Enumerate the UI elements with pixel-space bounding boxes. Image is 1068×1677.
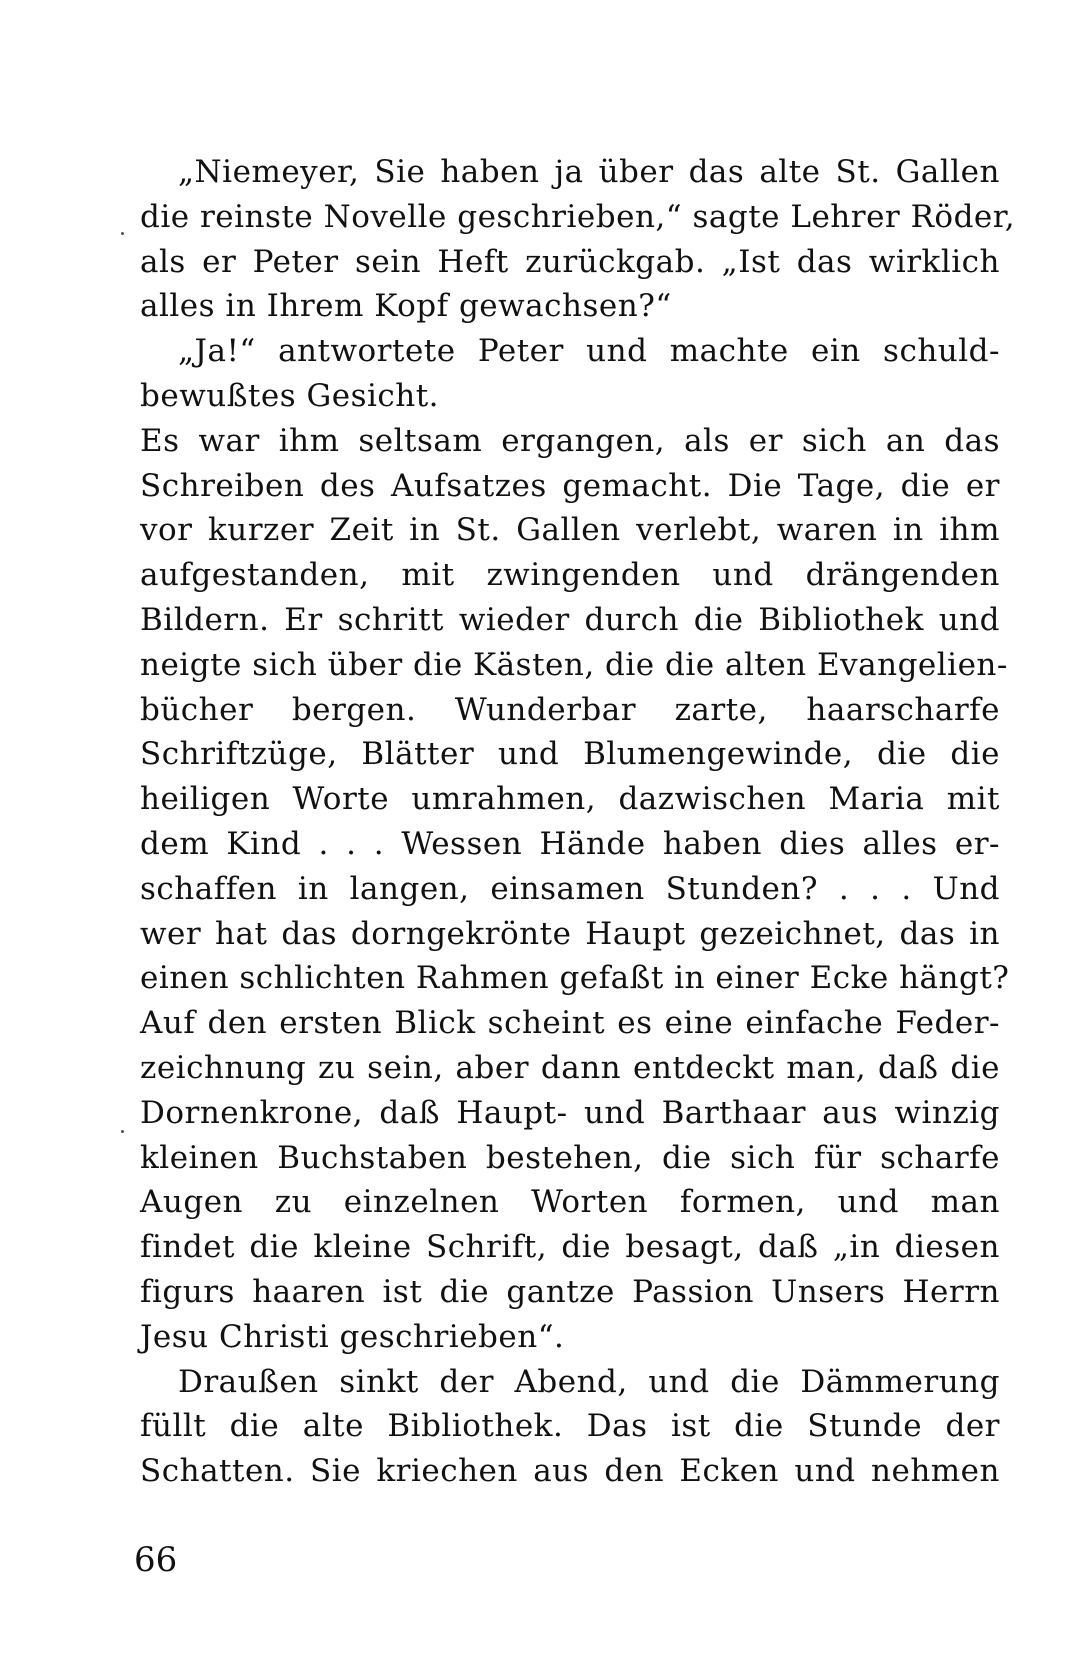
text-line: füllt die alte Bibliothek. Das ist die Stunde der [140, 1408, 1000, 1445]
text-line: findet die kleine Schrift, die besagt, daß „in diesen [140, 1229, 1000, 1266]
text-line: einen schlichten Rahmen gefaßt in einer Ecke hängt? [140, 960, 1010, 997]
text-line: „Niemeyer, Sie haben ja über das alte St. Gallen [178, 154, 1000, 190]
text-line: Dornenkrone, daß Haupt- und Barthaar aus winzig [140, 1094, 1000, 1131]
text-line: Jesu Christi geschrieben“. [140, 1318, 565, 1355]
text-line: Auf den ersten Blick scheint es eine einfache Feder- [140, 1005, 1000, 1042]
text-line: neigte sich über die Kästen, die die alten Evangelien- [140, 646, 1008, 683]
text-line: alles in Ihrem Kopf gewachsen?“ [140, 288, 672, 325]
body-text [140, 150, 1016, 1494]
text-line: zeichnung zu sein, aber dann entdeckt man, daß die [140, 1049, 1000, 1086]
text-line: dem Kind . . . Wessen Hände haben dies alles er- [140, 825, 1000, 862]
page-number: 66 [134, 1540, 178, 1580]
text-line: bücher bergen. Wunderbar zarte, haarscharfe [140, 691, 1000, 728]
text-line: Bildern. Er schritt wieder durch die Bibliothek und [140, 601, 1000, 638]
text-line: Schriftzüge, Blätter und Blumengewinde, die die [140, 736, 1000, 773]
text-line: Es war ihm seltsam ergangen, als er sich an das [140, 422, 1000, 459]
text-line: wer hat das dorngekrönte Haupt gezeichnet, das in [140, 915, 1000, 952]
text-line: heiligen Worte umrahmen, dazwischen Maria mit [140, 781, 1000, 818]
text-line: die reinste Novelle geschrieben,“ sagte Lehrer Röder, [140, 198, 1016, 235]
speck [121, 232, 124, 235]
text-line: schaffen in langen, einsamen Stunden? . . . Und [140, 870, 1000, 907]
text-line: als er Peter sein Heft zurückgab. „Ist das wirklich [140, 243, 1000, 280]
text-line: Schatten. Sie kriechen aus den Ecken und nehmen [140, 1453, 1000, 1490]
text-line: vor kurzer Zeit in St. Gallen verlebt, waren in ihm [140, 512, 1000, 549]
speck [121, 1130, 124, 1133]
text-line: figurs haaren ist die gantze Passion Unsers Herrn [140, 1273, 1000, 1310]
text-line: aufgestanden, mit zwingenden und drängenden [140, 557, 1000, 594]
text-line: Draußen sinkt der Abend, und die Dämmerung [178, 1363, 1000, 1400]
text-line: „Ja!“ antwortete Peter und machte ein schuld- [178, 333, 1000, 370]
text-line: Augen zu einzelnen Worten formen, und man [140, 1184, 1000, 1221]
text-line: kleinen Buchstaben bestehen, die sich für scharfe [140, 1139, 1000, 1176]
text-line: bewußtes Gesicht. [140, 377, 440, 414]
text-line: Schreiben des Aufsatzes gemacht. Die Tage, die er [140, 467, 1000, 504]
